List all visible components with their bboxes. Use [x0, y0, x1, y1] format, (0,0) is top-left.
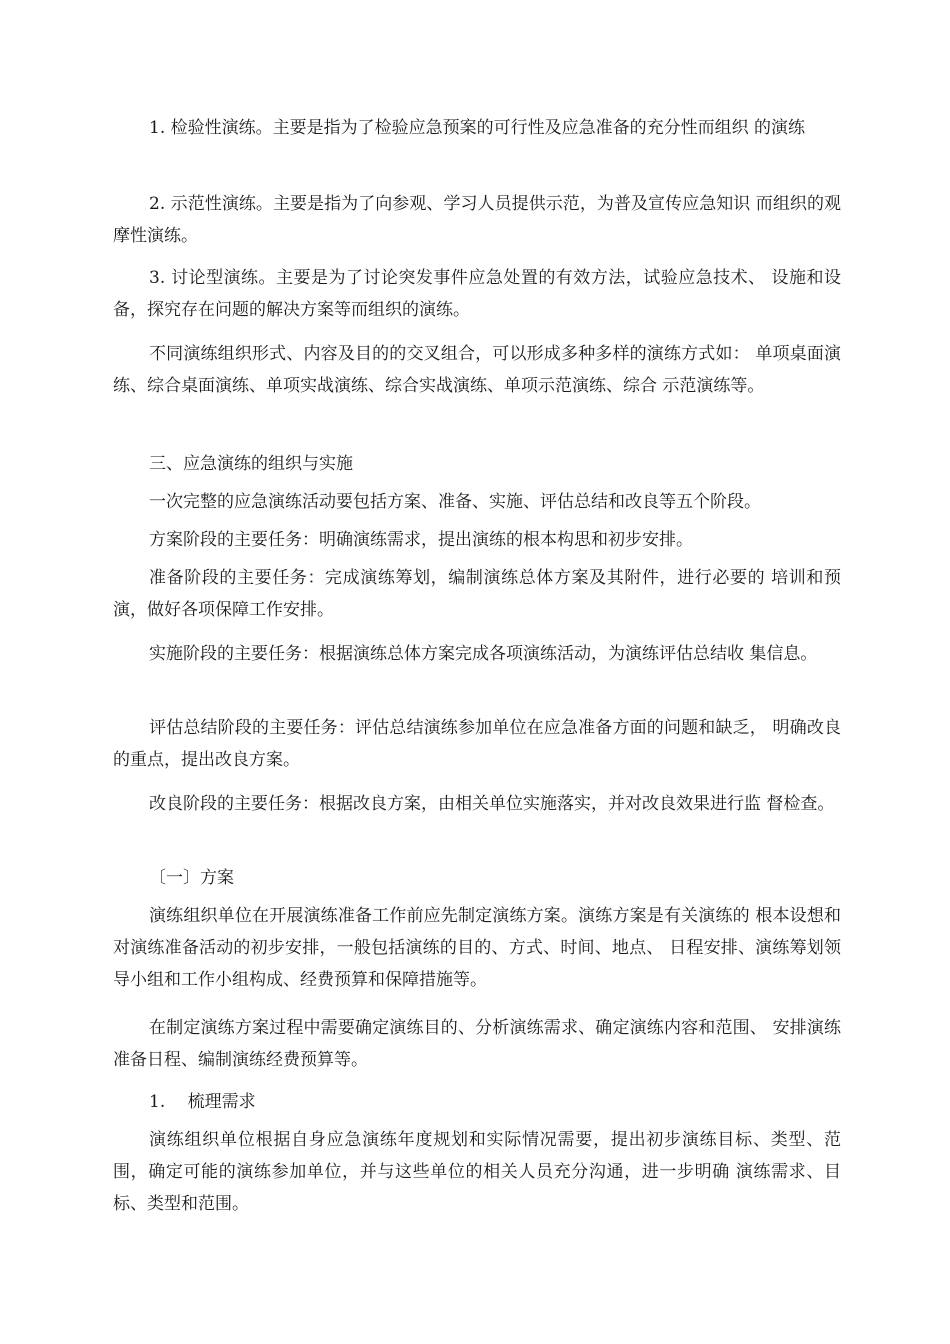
paragraph-combinations: 不同演练组织形式、内容及目的的交叉组合，可以形成多种多样的演练方式如： 单项桌面演练、综合桌面演练、单项实战演练、综合实战演练、单项示范演练、综合 示范演练等。 — [113, 344, 841, 396]
paragraph-drill-type-3: 3. 讨论型演练。主要是为了讨论突发事件应急处置的有效方法，试验应急技术、 设施和设备，探究存在问题的解决方案等而组织的演练。 — [113, 268, 841, 320]
subsection-heading-needs: 1. 梳理需求 — [149, 1092, 256, 1112]
subsection-heading-plan: 〔一〕方案 — [149, 868, 234, 888]
paragraph-evaluate-stage: 评估总结阶段的主要任务：评估总结演练参加单位在应急准备方面的问题和缺乏， 明确改良的重点，提出改良方案。 — [113, 718, 841, 770]
paragraph-plan-stage: 方案阶段的主要任务：明确演练需求，提出演练的根本构思和初步安排。 — [149, 530, 693, 550]
paragraph-implement-stage: 实施阶段的主要任务：根据演练总体方案完成各项演练活动，为演练评估总结收 集信息。 — [149, 644, 818, 664]
paragraph-plan-process: 在制定演练方案过程中需要确定演练目的、分析演练需求、确定演练内容和范围、 安排演练准备日程、编制演练经费预算等。 — [113, 1018, 841, 1070]
paragraph-prepare-stage: 准备阶段的主要任务：完成演练筹划，编制演练总体方案及其附件，进行必要的 培训和预演，做好各项保障工作安排。 — [113, 568, 841, 620]
paragraph-needs-description: 演练组织单位根据自身应急演练年度规划和实际情况需要，提出初步演练目标、类型、范围，确定可能的演练参加单位，并与这些单位的相关人员充分沟通，进一步明确 演练需求、目标、类型和范围。 — [113, 1130, 841, 1214]
paragraph-drill-type-1: 1. 检验性演练。主要是指为了检验应急预案的可行性及应急准备的充分性而组织 的演练 — [149, 118, 806, 138]
paragraph-drill-type-2: 2. 示范性演练。主要是指为了向参观、学习人员提供示范，为普及宣传应急知识 而组织的观摩性演练。 — [113, 194, 841, 246]
section-heading-3: 三、应急演练的组织与实施 — [149, 454, 353, 474]
paragraph-improve-stage: 改良阶段的主要任务：根据改良方案，由相关单位实施落实，并对改良效果进行监 督检查。 — [149, 794, 835, 814]
paragraph-five-stages: 一次完整的应急演练活动要包括方案、准备、实施、评估总结和改良等五个阶段。 — [149, 492, 761, 512]
paragraph-plan-description: 演练组织单位在开展演练准备工作前应先制定演练方案。演练方案是有关演练的 根本设想和对演练准备活动的初步安排，一般包括演练的目的、方式、时间、地点、 日程安排、演练筹划领导小组和工作小组构成、经费预算和保障措施等。 — [113, 906, 841, 990]
